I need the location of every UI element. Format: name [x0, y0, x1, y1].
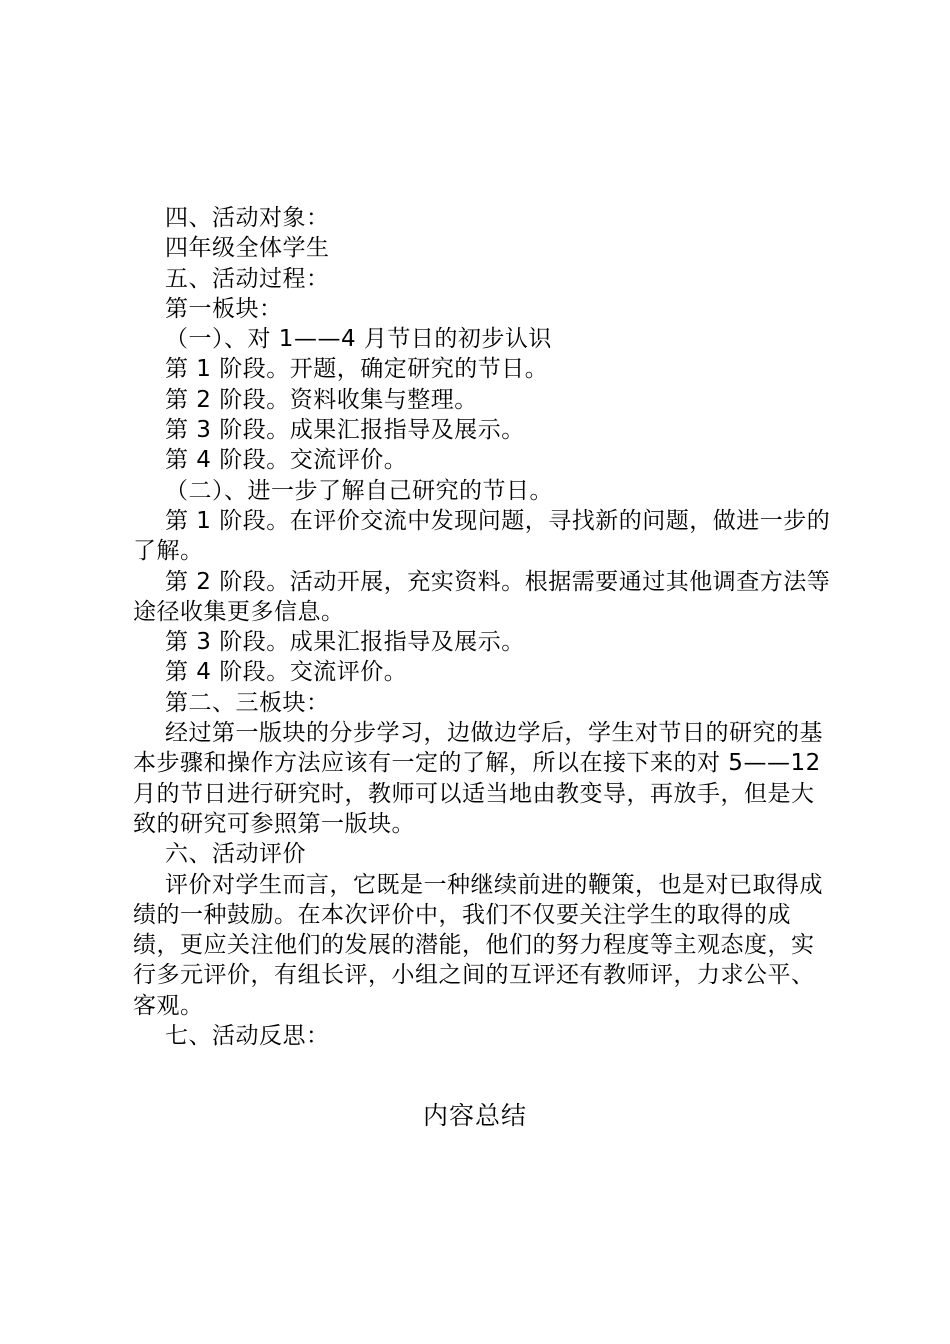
section-heading-evaluation: 六、活动评价 — [165, 841, 306, 868]
subheading-part-one: （一）、对 1——4 月节日的初步认识 — [165, 326, 552, 353]
paragraph-target-grade: 四年级全体学生 — [165, 235, 330, 262]
paragraph-block-two-three: 经过第一版块的分步学习，边做边学后，学生对节日的研究的基本步骤和操作方法应该有一定的了解，所以在接下来的对 5——12 月的节日进行研究时，教师可以适当地由教变导，再放手，但是大致的研究可参照第一版块。 — [133, 720, 823, 837]
list-item-stage-3b: 第 3 阶段。成果汇报指导及展示。 — [165, 629, 525, 656]
list-item-stage-2: 第 2 阶段。资料收集与整理。 — [165, 386, 478, 413]
document-body — [133, 203, 833, 1051]
subheading-block-two-three: 第二、三板块： — [165, 689, 330, 716]
list-item-stage-4b: 第 4 阶段。交流评价。 — [165, 659, 408, 686]
list-item-stage-2b: 第 2 阶段。活动开展，充实资料。根据需要通过其他调查方法等途径收集更多信息。 — [133, 568, 831, 625]
subheading-block-one: 第一板块： — [165, 295, 283, 322]
section-heading-activity-target: 四、活动对象： — [165, 205, 330, 231]
list-item-stage-1b: 第 1 阶段。在评价交流中发现问题，寻找新的问题，做进一步的了解。 — [133, 507, 831, 565]
list-item-stage-4: 第 4 阶段。交流评价。 — [165, 447, 408, 474]
list-item-stage-3: 第 3 阶段。成果汇报指导及展示。 — [165, 417, 525, 444]
list-item-stage-1: 第 1 阶段。开题，确定研究的节日。 — [165, 356, 549, 383]
section-heading-reflection: 七、活动反思： — [165, 1023, 330, 1050]
summary-title: 内容总结 — [422, 1101, 527, 1130]
section-heading-activity-process: 五、活动过程： — [165, 265, 330, 292]
subheading-part-two: （二）、进一步了解自己研究的节日。 — [165, 477, 553, 504]
paragraph-evaluation: 评价对学生而言，它既是一种继续前进的鞭策，也是对已取得成绩的一种鼓励。在本次评价中，我们不仅要关注学生的取得的成绩，更应关注他们的发展的潜能，他们的努力程度等主观态度，实行多元评价，有组长评，小组之间的互评还有教师评，力求公平、客观。 — [133, 871, 823, 1019]
